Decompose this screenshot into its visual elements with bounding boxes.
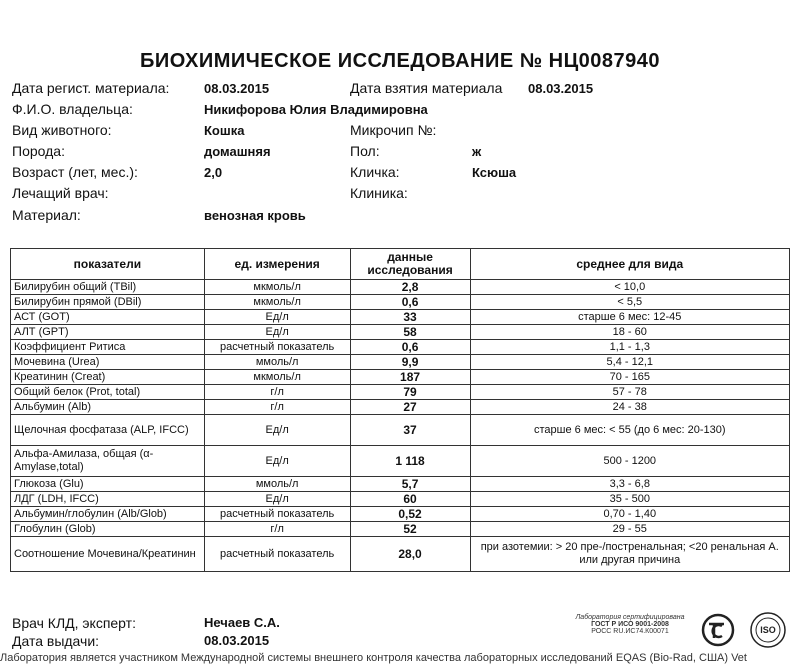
table-row [11, 507, 790, 522]
unit-cell: г/л [204, 385, 350, 400]
col-header-reference: среднее для вида [470, 249, 789, 280]
parameter-cell: Альбумин/глобулин (Alb/Glob) [11, 507, 205, 522]
parameter-cell: Креатинин (Creat) [11, 370, 205, 385]
reference-cell: 29 - 55 [470, 522, 789, 537]
age-label: Возраст (лет, мес.): [12, 164, 138, 180]
reference-cell: 18 - 60 [470, 325, 789, 340]
unit-cell: Ед/л [204, 492, 350, 507]
parameter-cell: АЛТ (GPT) [11, 325, 205, 340]
reg-date-label: Дата регист. материала: [12, 80, 170, 96]
expert-value: Нечаев С.А. [204, 615, 280, 630]
col-header-result [350, 249, 470, 280]
unit-cell: ммоль/л [204, 477, 350, 492]
parameter-cell: Альбумин (Alb) [11, 400, 205, 415]
parameter-cell: АСТ (GOT) [11, 310, 205, 325]
take-date-value: 08.03.2015 [528, 81, 594, 96]
parameter-cell: Билирубин прямой (DBil) [11, 295, 205, 310]
age-value: 2,0 [204, 165, 223, 180]
result-cell: 1 118 [350, 446, 470, 477]
table-header-row [11, 249, 790, 280]
unit-cell: мкмоль/л [204, 295, 350, 310]
parameter-cell: Мочевина (Urea) [11, 355, 205, 370]
results-table [10, 248, 790, 572]
owner-label: Ф.И.О. владельца: [12, 101, 133, 117]
unit-cell: Ед/л [204, 446, 350, 477]
table-row [11, 400, 790, 415]
table-row [11, 295, 790, 310]
table-row [11, 477, 790, 492]
owner-value: Никифорова Юлия Владимировна [204, 102, 428, 117]
take-date-label: Дата взятия материала [350, 80, 503, 96]
result-cell: 2,8 [350, 280, 470, 295]
result-cell: 0,6 [350, 295, 470, 310]
table-row [11, 537, 790, 572]
result-cell: 37 [350, 415, 470, 446]
sex-label: Пол: [350, 143, 380, 159]
iso-logo-icon [748, 610, 788, 650]
row-animal [12, 122, 792, 142]
result-cell: 27 [350, 400, 470, 415]
parameter-cell: Коэффициент Ритиса [11, 340, 205, 355]
table-row [11, 492, 790, 507]
parameter-cell: Билирубин общий (TBil) [11, 280, 205, 295]
material-value: венозная кровь [204, 208, 306, 223]
reference-cell: 3,3 - 6,8 [470, 477, 789, 492]
parameter-cell: Глобулин (Glob) [11, 522, 205, 537]
unit-cell: Ед/л [204, 310, 350, 325]
row-age [12, 164, 792, 184]
col-header-parameter: показатели [11, 249, 205, 280]
table-body [11, 280, 790, 572]
unit-cell: расчетный показатель [204, 537, 350, 572]
nickname-label: Кличка: [350, 164, 400, 180]
issue-date-value: 08.03.2015 [204, 633, 270, 648]
row-doctor [12, 185, 792, 205]
col-header-result-text: данные исследования [367, 250, 453, 277]
certification-block [560, 614, 700, 635]
result-cell: 79 [350, 385, 470, 400]
parameter-cell: Щелочная фосфатаза (ALP, IFCC) [11, 415, 205, 446]
reference-cell: при азотемии: > 20 пре-/постренальная; <20 ренальная А. или другая причина [470, 537, 789, 572]
bottom-notice: Лаборатория является участником Международной системы внешнего контроля качества лабораторных исследований EQAS (Bio-Rad, США) Vet [0, 652, 747, 664]
unit-cell: мкмоль/л [204, 280, 350, 295]
svg-text:ISO: ISO [760, 625, 776, 635]
cert-line-3: РОСС RU.ИС74.К00071 [591, 628, 669, 635]
reference-cell: старше 6 мес: < 55 (до 6 мес: 20-130) [470, 415, 789, 446]
unit-cell: г/л [204, 522, 350, 537]
material-label: Материал: [12, 207, 81, 223]
row-material [12, 207, 792, 227]
parameter-cell: Общий белок (Prot, total) [11, 385, 205, 400]
result-cell: 60 [350, 492, 470, 507]
breed-label: Порода: [12, 143, 65, 159]
result-cell: 5,7 [350, 477, 470, 492]
reference-cell: старше 6 мес: 12-45 [470, 310, 789, 325]
unit-cell: Ед/л [204, 415, 350, 446]
reference-cell: 5,4 - 12,1 [470, 355, 789, 370]
clinic-label: Клиника: [350, 185, 408, 201]
table-row [11, 370, 790, 385]
result-cell: 0,52 [350, 507, 470, 522]
reference-cell: 24 - 38 [470, 400, 789, 415]
rst-certification-logo-icon [700, 612, 746, 648]
cert-line-2: ГОСТ Р ИСО 9001-2008 [591, 621, 669, 628]
result-cell: 9,9 [350, 355, 470, 370]
row-reg-date [12, 80, 792, 100]
table-row [11, 340, 790, 355]
reference-cell: 0,70 - 1,40 [470, 507, 789, 522]
unit-cell: г/л [204, 400, 350, 415]
unit-cell: ммоль/л [204, 355, 350, 370]
parameter-cell: ЛДГ (LDH, IFCC) [11, 492, 205, 507]
chip-label: Микрочип №: [350, 122, 437, 138]
unit-cell: мкмоль/л [204, 370, 350, 385]
issue-date-label: Дата выдачи: [12, 633, 100, 649]
unit-cell: Ед/л [204, 325, 350, 340]
col-header-unit: ед. измерения [204, 249, 350, 280]
table-row [11, 522, 790, 537]
table-row [11, 280, 790, 295]
table-row [11, 310, 790, 325]
table-row [11, 446, 790, 477]
reg-date-value: 08.03.2015 [204, 81, 270, 96]
doctor-label: Лечащий врач: [12, 185, 109, 201]
result-cell: 33 [350, 310, 470, 325]
animal-value: Кошка [204, 123, 245, 138]
unit-cell: расчетный показатель [204, 340, 350, 355]
reference-cell: 70 - 165 [470, 370, 789, 385]
row-owner [12, 101, 792, 121]
parameter-cell: Глюкоза (Glu) [11, 477, 205, 492]
table-row [11, 355, 790, 370]
result-cell: 28,0 [350, 537, 470, 572]
reference-cell: < 5,5 [470, 295, 789, 310]
result-cell: 52 [350, 522, 470, 537]
reference-cell: < 10,0 [470, 280, 789, 295]
unit-cell: расчетный показатель [204, 507, 350, 522]
table-row [11, 415, 790, 446]
reference-cell: 1,1 - 1,3 [470, 340, 789, 355]
sex-value: ж [472, 144, 482, 159]
cert-line-1: Лаборатория сертифицирована [575, 614, 685, 621]
result-cell: 187 [350, 370, 470, 385]
table-row [11, 385, 790, 400]
reference-cell: 57 - 78 [470, 385, 789, 400]
nickname-value: Ксюша [472, 165, 517, 180]
animal-label: Вид животного: [12, 122, 112, 138]
table-row [11, 325, 790, 340]
parameter-cell: Соотношение Мочевина/Креатинин [11, 537, 205, 572]
breed-value: домашняя [204, 144, 271, 159]
result-cell: 0,6 [350, 340, 470, 355]
reference-cell: 35 - 500 [470, 492, 789, 507]
reference-cell: 500 - 1200 [470, 446, 789, 477]
page-title: БИОХИМИЧЕСКОЕ ИССЛЕДОВАНИЕ № НЦ0087940 [139, 50, 661, 72]
result-cell: 58 [350, 325, 470, 340]
expert-label: Врач КЛД, эксперт: [12, 615, 136, 631]
parameter-cell: Альфа-Амилаза, общая (α-Amylase,total) [11, 446, 205, 477]
row-breed [12, 143, 792, 163]
